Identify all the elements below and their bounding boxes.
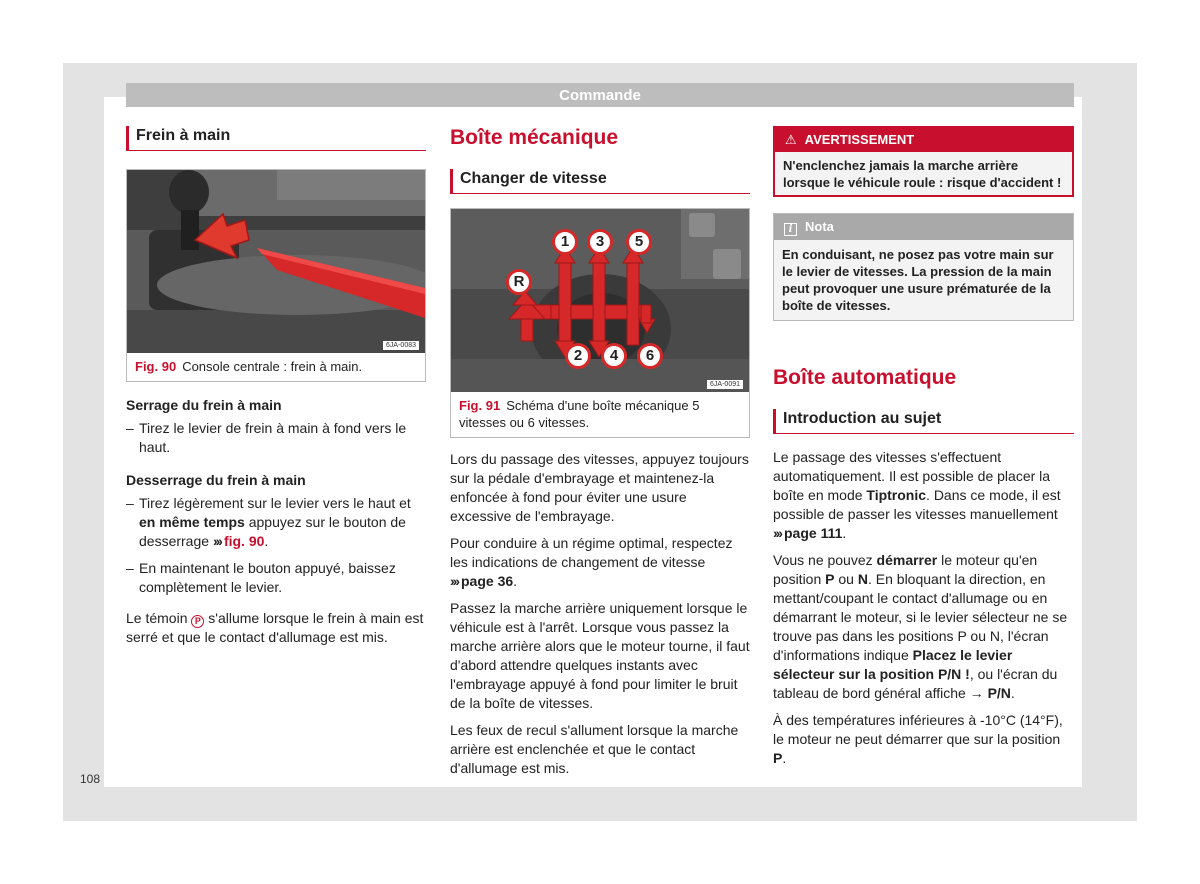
note-text: En conduisant, ne posez pas votre main sur le levier de vitesses. La pression de la main peut provoquer une usure prématurée de la boîte de vitesses. [774,240,1073,320]
ref-arrow-icon: ››› [212,533,221,549]
handbrake-photo [127,170,425,353]
text: À des températures inférieures à -10°C (14°F), le moteur ne peut démarrer que sur la position [773,712,1063,747]
text: . [782,750,787,766]
figure-code: 6JA-0083 [383,341,419,350]
text: Le passage des vitesses s'effectuent automatiquement. Il est possible de placer la boîte en mode [773,449,1051,503]
text: Pour conduire à un régime optimal, respectez les indications de changement de vitesse [450,535,733,570]
warning-title: AVERTISSEMENT [804,132,915,147]
text: Tirez légèrement sur le levier vers le haut et [139,495,411,511]
info-icon: i [784,223,797,236]
bold-text: P/N [987,685,1011,701]
apply-title: Serrage du frein à main [126,397,282,413]
auto-paragraph-1 [773,448,1074,543]
bold-text: en même temps [139,514,245,530]
bold-text: Placez le levier sélecteur sur la position P/N ! [773,647,1013,682]
title-manual-gearbox: Boîte mécanique [450,126,619,149]
gear-6-marker: 6 [637,343,663,369]
lamp-paragraph [126,609,426,647]
text: s'allume lorsque le frein à main est serré et que le contact d'allumage est mis. [126,610,424,645]
page-number: 108 [80,772,101,786]
figure-caption-text: Schéma d'une boîte mécanique 5 vitesses ou 6 vitesses. [459,398,700,430]
note-box [773,213,1074,321]
text: . [513,573,518,589]
parking-brake-lamp-icon: P [191,615,204,628]
column-manual-gearbox [450,120,750,778]
figure-link[interactable]: fig. 90 [223,533,265,549]
column-automatic [773,126,1074,768]
figure-code: 6JA-0091 [707,380,743,389]
text: appuyez sur le bouton de desserrage [139,514,406,549]
note-header [774,214,1073,240]
auto-paragraph-3 [773,711,1074,768]
arrow-icon: → [969,685,984,701]
text: . [1010,685,1015,701]
release-bullet-1 [126,494,426,551]
warning-triangle-icon: ⚠ [785,132,797,147]
gear-r-marker: R [506,269,532,295]
text: le moteur qu'en position [773,552,1038,587]
gear-paragraph-4: Les feux de recul s'allument lorsque la marche arrière est enclenchée et que le contact d'allumage est mis. [450,722,739,776]
heading-change-gear: Changer de vitesse [450,169,750,194]
bold-text: démarrer [876,552,938,568]
text: ou [834,571,858,587]
gear-paragraph-1: Lors du passage des vitesses, appuyez toujours sur la pédale d'embrayage et maintenez-la enfoncée à fond pour éviter une usure excessive de l'embrayage. [450,451,749,524]
bold-text: Tiptronic [866,487,927,503]
gear-5-marker: 5 [626,229,652,255]
warning-text: N'enclenchez jamais la marche arrière lorsque le véhicule roule : risque d'accident ! [775,152,1072,195]
gear-paragraph-2 [450,534,750,591]
bold-text: N [857,571,868,587]
note-title: Nota [805,219,834,234]
gear-3-marker: 3 [587,229,613,255]
figure-caption [451,392,749,437]
release-title: Desserrage du frein à main [126,472,306,488]
figure-label: Fig. 90 [135,359,177,374]
text: Vous ne pouvez [773,552,877,568]
heading-introduction: Introduction au sujet [773,409,1074,434]
figure-91 [450,208,750,438]
column-handbrake [126,120,426,647]
page-link[interactable]: page 36 [461,573,514,589]
figure-90 [126,169,426,382]
figure-label: Fig. 91 [459,398,501,413]
text: . [842,525,847,541]
warning-header [775,128,1072,152]
warning-box [773,126,1074,197]
section-title: Commande [559,87,641,104]
text: , ou l'écran du tableau de bord général affiche [773,666,1058,701]
figure-caption [127,353,425,381]
apply-bullet: – Tirez le levier de frein à main à fond vers le haut. [126,419,426,457]
gear-1-marker: 1 [552,229,578,255]
gear-2-marker: 2 [565,343,591,369]
auto-paragraph-2 [773,551,1074,703]
heading-handbrake: Frein à main [126,126,426,151]
bold-text: P [773,750,783,766]
page-link[interactable]: page 111 [784,525,843,541]
text: . En bloquant la direction, en mettant/coupant le contact d'allumage ou en démarrant le moteur, si le levier sélecteur ne se trouve pas dans les positions P ou N, l'écran d'informations indique [773,571,1068,663]
text: Le témoin [126,610,192,626]
gearbox-diagram [451,209,749,392]
ref-arrow-icon: ››› [450,573,458,589]
gear-paragraph-3: Passez la marche arrière uniquement lorsque le véhicule est à l'arrêt. Lorsque vous passez la marche arrière alors que le moteur tourne, il faut d'abord attendre quelques instants avec l'embrayage appuyé à fond pour limiter le bruit de la boîte de vitesses. [450,600,750,711]
release-bullet-2: – En maintenant le bouton appuyé, baissez complètement le levier. [126,559,426,597]
text: . [264,533,269,549]
section-band [126,83,1074,107]
ref-arrow-icon: ››› [773,525,781,541]
title-automatic-gearbox: Boîte automatique [773,366,957,389]
text: . Dans ce mode, il est possible de passer les vitesses manuellement [773,487,1061,522]
bold-text: P [825,571,835,587]
figure-caption-text: Console centrale : frein à main. [182,359,363,374]
gear-4-marker: 4 [601,343,627,369]
